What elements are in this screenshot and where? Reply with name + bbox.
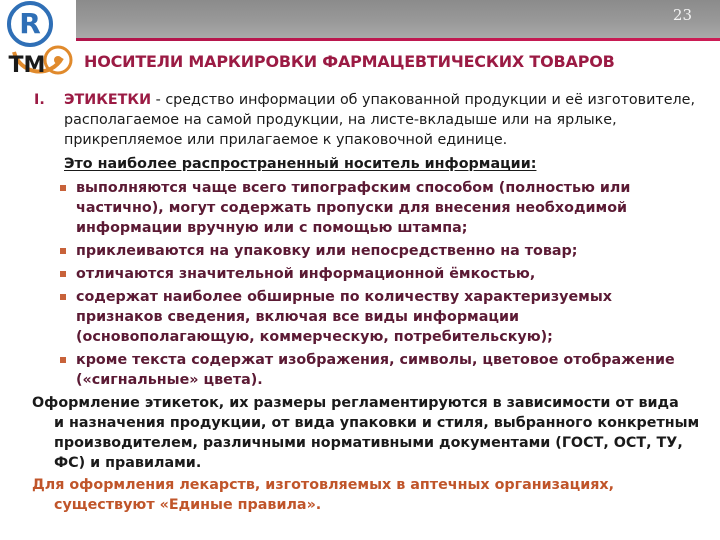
bullet-marker-icon (60, 294, 66, 300)
logo-r-text: R (19, 7, 41, 40)
bullet-text: приклеиваются на упаковку или непосредственно на товар; (76, 243, 578, 259)
formatting-paragraph (32, 393, 702, 473)
bullet-marker-icon (60, 248, 66, 254)
rules-paragraph-rest: существуют «Единые правила». (54, 497, 322, 513)
header-band (76, 0, 720, 38)
list-item (60, 287, 702, 347)
section-subheading: Это наиболее распространенный носитель информации: (64, 156, 537, 172)
bullet-text: выполняются чаще всего типографским способом (полностью или частично), могут содержать пропуски для внесения необходимой информации вручную или с помощью штампа; (76, 180, 631, 236)
bullet-marker-icon (60, 357, 66, 363)
section-roman-numeral: I. (34, 92, 45, 108)
section-labels-definition (32, 90, 702, 150)
rules-paragraph (32, 475, 702, 515)
section-definition: - средство информации об упакованной продукции и её изготовителе, располагаемое на самой продукции, на листе-вкладыше или на ярлыке, прикрепляемое или прилагаемое к упаковочной единице. (64, 92, 695, 148)
list-item (60, 264, 702, 284)
slide-number: 23 (672, 6, 692, 24)
formatting-paragraph-first-line: Оформление этикеток, их размеры регламентируются в зависимости от вида (32, 395, 679, 411)
formatting-paragraph-rest: и назначения продукции, от вида упаковки и стиля, выбранного конкретным производителем, различными нормативными документами (ГОСТ, ОСТ, ТУ, ФС) и правилами. (54, 415, 700, 471)
bullet-text: содержат наиболее обширные по количеству характеризуемых признаков сведения, включая все виды информации (основополагающую, коммерческую, потребительскую); (76, 289, 612, 345)
list-item (60, 178, 702, 238)
bullet-text: кроме текста содержат изображения, символы, цветовое отображение («сигнальные» цвета). (76, 352, 675, 388)
rules-paragraph-first-line: Для оформления лекарств, изготовляемых в аптечных организациях, (32, 477, 615, 493)
logo-tm-text: TM (8, 53, 46, 78)
section-keyword: ЭТИКЕТКИ (64, 92, 152, 108)
bullet-list (32, 178, 702, 390)
bullet-marker-icon (60, 271, 66, 277)
list-item (60, 241, 702, 261)
list-item (60, 350, 702, 390)
bullet-marker-icon (60, 185, 66, 191)
trademark-logo-icon (0, 0, 76, 80)
header-accent-line (76, 38, 720, 41)
slide-content (32, 90, 702, 515)
bullet-text: отличаются значительной информационной ёмкостью, (76, 266, 536, 282)
slide-title: НОСИТЕЛИ МАРКИРОВКИ ФАРМАЦЕВТИЧЕСКИХ ТОВАРОВ (84, 52, 615, 71)
